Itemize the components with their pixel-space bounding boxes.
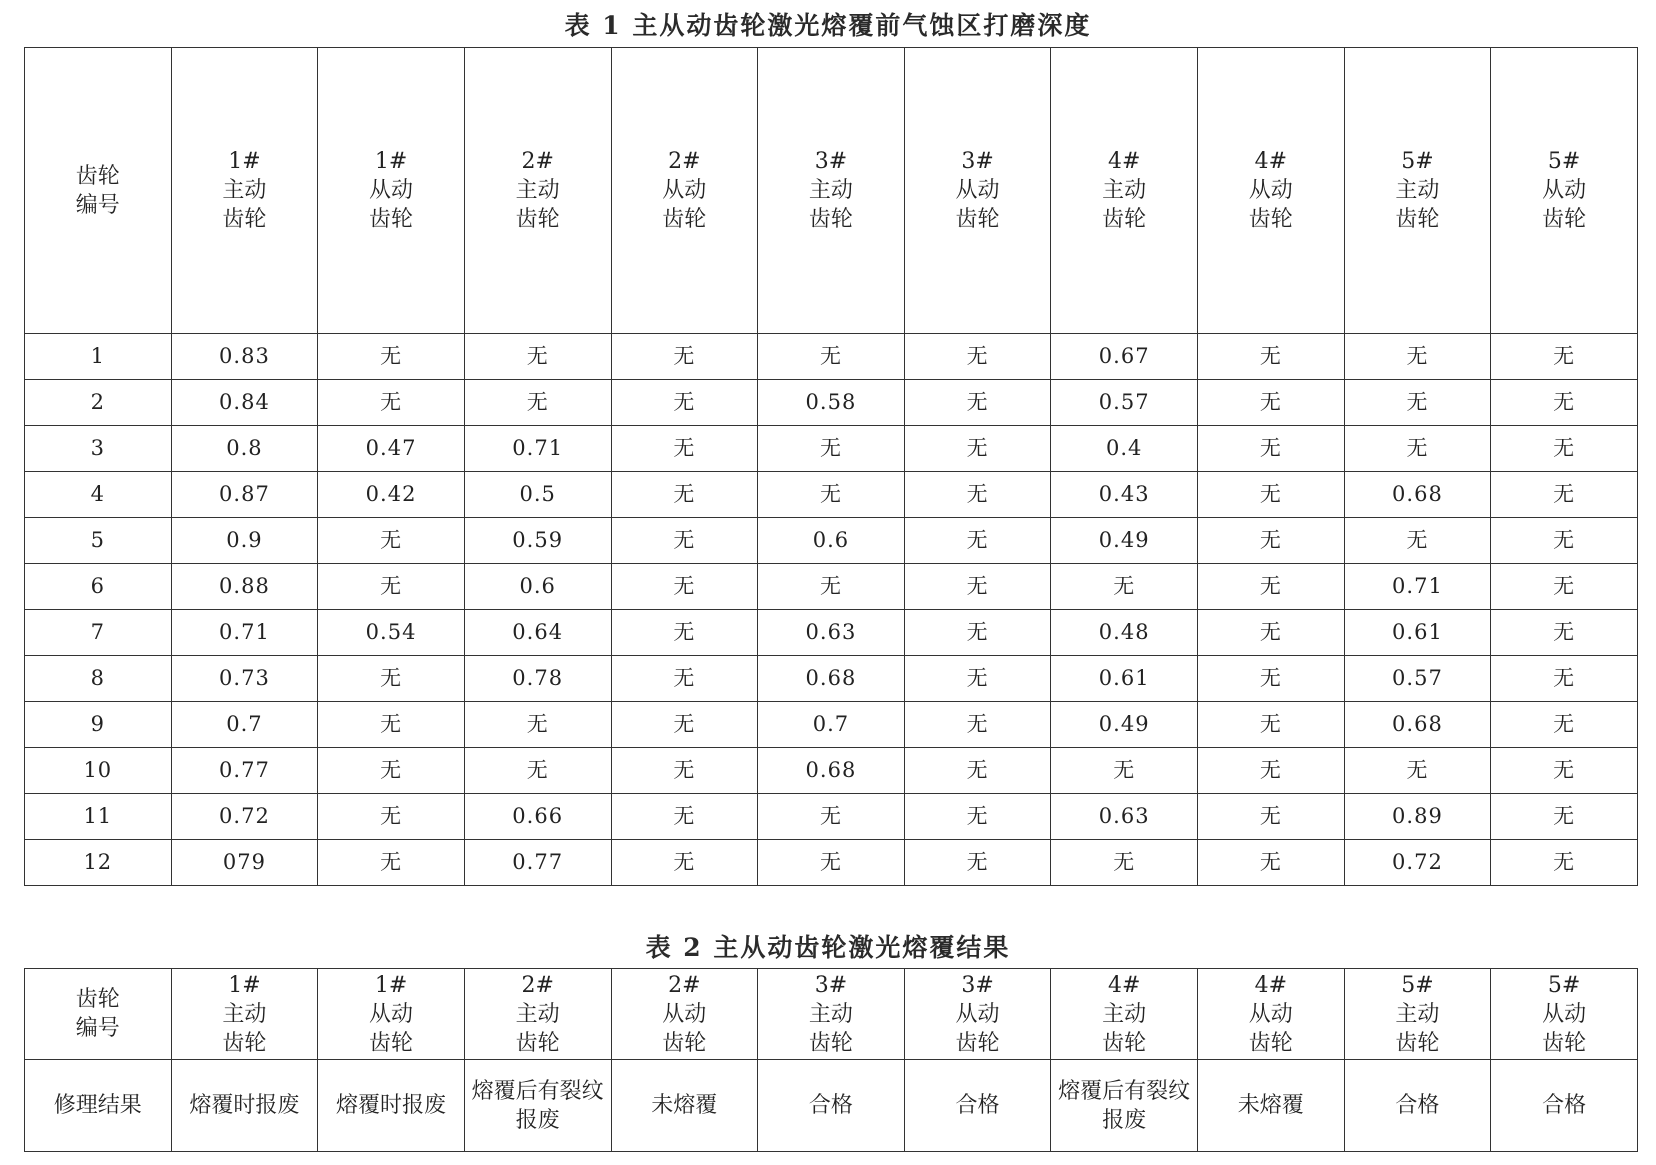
depth-cell: 无	[318, 748, 465, 794]
depth-cell: 0.89	[1344, 794, 1491, 840]
column-header	[1051, 969, 1198, 1060]
depth-cell: 无	[611, 472, 758, 518]
depth-cell: 无	[611, 426, 758, 472]
depth-cell: 无	[1491, 656, 1638, 702]
depth-cell: 0.67	[1051, 334, 1198, 380]
depth-cell: 无	[464, 334, 611, 380]
table2-caption: 表 2 主从动齿轮激光熔覆结果	[645, 933, 1011, 962]
depth-cell: 无	[904, 472, 1051, 518]
depth-cell: 0.54	[318, 610, 465, 656]
depth-cell: 0.5	[464, 472, 611, 518]
row-number-cell: 1	[25, 334, 172, 380]
column-header	[1491, 48, 1638, 334]
depth-cell: 无	[1198, 794, 1345, 840]
column-header-line: 5#	[1401, 149, 1434, 174]
table-row	[25, 472, 1638, 518]
column-header	[318, 969, 465, 1060]
depth-cell: 0.87	[171, 472, 318, 518]
depth-cell: 无	[611, 564, 758, 610]
depth-cell: 无	[1491, 564, 1638, 610]
column-header-line: 主动	[808, 178, 853, 203]
depth-cell: 0.43	[1051, 472, 1198, 518]
depth-cell: 0.59	[464, 518, 611, 564]
cladding-result-table	[24, 968, 1638, 1152]
table-row	[25, 426, 1638, 472]
result-cell-line: 熔覆时报废	[336, 1093, 447, 1118]
depth-cell: 无	[1491, 472, 1638, 518]
column-header	[904, 969, 1051, 1060]
column-header-line: 齿轮	[1395, 207, 1440, 232]
depth-cell: 无	[318, 656, 465, 702]
column-header	[1344, 48, 1491, 334]
depth-cell: 无	[758, 840, 905, 886]
result-cell	[171, 1060, 318, 1152]
depth-cell: 无	[611, 748, 758, 794]
column-header-line: 4#	[1107, 149, 1141, 174]
depth-cell: 0.68	[758, 656, 905, 702]
column-header-line: 2#	[521, 972, 554, 998]
column-header	[758, 48, 905, 334]
column-header-line: 主动	[808, 1001, 853, 1027]
result-cell-line: 报废	[1102, 1107, 1147, 1133]
depth-cell: 无	[611, 334, 758, 380]
row-number-cell: 11	[25, 794, 172, 840]
depth-cell: 无	[904, 610, 1051, 656]
result-label: 修理结果	[25, 1060, 172, 1152]
depth-cell: 无	[611, 794, 758, 840]
depth-cell: 无	[1198, 840, 1345, 886]
result-cell	[318, 1060, 465, 1152]
table-row	[25, 702, 1638, 748]
depth-cell: 无	[904, 840, 1051, 886]
column-header-line: 齿轮	[808, 1030, 853, 1056]
depth-cell: 无	[318, 702, 465, 748]
depth-cell: 无	[758, 564, 905, 610]
depth-cell: 无	[1344, 334, 1491, 380]
result-cell-line: 未熔覆	[1237, 1093, 1304, 1118]
table-row	[25, 840, 1638, 886]
depth-cell: 无	[1491, 748, 1638, 794]
column-header-line: 齿轮	[1248, 1030, 1293, 1056]
depth-cell: 0.42	[318, 472, 465, 518]
column-header-line: 齿轮	[662, 207, 707, 232]
column-header-line: 从动	[955, 178, 1000, 203]
result-cell	[904, 1060, 1051, 1152]
depth-cell: 无	[904, 794, 1051, 840]
row-number-cell: 9	[25, 702, 172, 748]
depth-cell: 无	[758, 472, 905, 518]
table-row	[25, 564, 1638, 610]
column-header	[318, 48, 465, 334]
depth-cell: 无	[1051, 840, 1198, 886]
depth-cell: 无	[611, 518, 758, 564]
depth-cell: 无	[318, 334, 465, 380]
corner-header	[25, 969, 172, 1060]
depth-cell: 0.72	[1344, 840, 1491, 886]
table-row	[25, 610, 1638, 656]
depth-cell: 无	[1198, 518, 1345, 564]
row-number-cell: 5	[25, 518, 172, 564]
depth-cell: 0.66	[464, 794, 611, 840]
column-header-line: 主动	[222, 178, 267, 203]
result-cell-line: 报废	[515, 1107, 560, 1133]
column-header-line: 齿轮	[1102, 207, 1147, 232]
depth-cell: 无	[1344, 748, 1491, 794]
row-number-cell: 10	[25, 748, 172, 794]
depth-cell: 无	[1491, 794, 1638, 840]
depth-cell: 无	[611, 656, 758, 702]
depth-cell: 无	[464, 748, 611, 794]
table-row	[25, 334, 1638, 380]
column-header-line: 1#	[374, 972, 408, 998]
depth-cell: 无	[758, 334, 905, 380]
result-cell	[1491, 1060, 1638, 1152]
table1-caption: 表 1 主从动齿轮激光熔覆前气蚀区打磨深度	[564, 11, 1092, 40]
depth-cell: 0.73	[171, 656, 318, 702]
row-number-cell: 12	[25, 840, 172, 886]
depth-cell: 无	[904, 748, 1051, 794]
depth-cell: 无	[1491, 702, 1638, 748]
depth-cell: 无	[1198, 380, 1345, 426]
column-header-line: 主动	[515, 178, 560, 203]
depth-cell: 0.49	[1051, 518, 1198, 564]
depth-cell: 无	[318, 380, 465, 426]
depth-cell: 0.4	[1051, 426, 1198, 472]
column-header-line: 3#	[961, 972, 994, 998]
result-cell	[611, 1060, 758, 1152]
result-row	[25, 1060, 1638, 1152]
column-header-line: 齿轮	[1395, 1030, 1440, 1056]
column-header-line: 从动	[662, 1001, 707, 1027]
column-header	[464, 969, 611, 1060]
result-cell-line: 未熔覆	[651, 1093, 718, 1118]
depth-cell: 0.6	[758, 518, 905, 564]
depth-cell: 无	[318, 840, 465, 886]
column-header	[611, 969, 758, 1060]
row-number-cell: 7	[25, 610, 172, 656]
column-header-line: 主动	[1395, 1001, 1440, 1027]
column-header-line: 齿轮	[515, 1030, 560, 1056]
column-header-line: 4#	[1254, 972, 1288, 998]
depth-cell: 0.77	[171, 748, 318, 794]
depth-cell: 无	[1491, 334, 1638, 380]
depth-cell: 无	[904, 702, 1051, 748]
table-header-row	[25, 969, 1638, 1060]
column-header-line: 齿轮	[369, 1030, 414, 1056]
depth-cell: 0.68	[758, 748, 905, 794]
column-header-line: 齿轮	[808, 207, 853, 232]
depth-cell: 0.63	[1051, 794, 1198, 840]
depth-cell: 无	[1198, 702, 1345, 748]
depth-cell: 0.6	[464, 564, 611, 610]
depth-cell: 无	[904, 380, 1051, 426]
depth-cell: 0.57	[1344, 656, 1491, 702]
depth-cell: 无	[318, 794, 465, 840]
column-header-line: 从动	[369, 178, 414, 203]
depth-cell: 0.48	[1051, 610, 1198, 656]
result-cell-line: 合格	[1395, 1093, 1440, 1118]
depth-cell: 0.58	[758, 380, 905, 426]
column-header-line: 3#	[814, 149, 848, 174]
result-cell-line: 熔覆后有裂纹	[471, 1078, 604, 1104]
depth-cell: 0.88	[171, 564, 318, 610]
column-header-line: 5#	[1401, 972, 1434, 998]
depth-cell: 无	[904, 426, 1051, 472]
column-header-line: 从动	[1542, 178, 1587, 203]
column-header-line: 2#	[521, 149, 554, 174]
depth-cell: 无	[464, 702, 611, 748]
column-header	[611, 48, 758, 334]
column-header-line: 齿轮	[515, 207, 560, 232]
column-header-line: 4#	[1254, 149, 1288, 174]
depth-cell: 无	[1198, 334, 1345, 380]
result-cell-line: 熔覆时报废	[189, 1093, 300, 1118]
depth-cell: 0.71	[171, 610, 318, 656]
column-header-line: 1#	[374, 149, 408, 174]
depth-cell: 无	[1051, 564, 1198, 610]
depth-cell: 0.49	[1051, 702, 1198, 748]
column-header	[1051, 48, 1198, 334]
result-cell-line: 熔覆后有裂纹	[1058, 1078, 1191, 1104]
depth-cell: 无	[1198, 656, 1345, 702]
corner-header-line: 编号	[75, 1016, 120, 1041]
depth-cell: 0.47	[318, 426, 465, 472]
column-header-line: 5#	[1547, 972, 1581, 998]
depth-cell: 0.83	[171, 334, 318, 380]
depth-cell: 0.71	[464, 426, 611, 472]
grinding-depth-table	[24, 47, 1638, 886]
column-header-line: 2#	[668, 149, 701, 174]
column-header-line: 1#	[228, 972, 261, 998]
depth-cell: 0.63	[758, 610, 905, 656]
depth-cell: 无	[904, 334, 1051, 380]
column-header-line: 齿轮	[1542, 1030, 1587, 1056]
depth-cell: 079	[171, 840, 318, 886]
column-header-line: 从动	[369, 1001, 414, 1027]
depth-cell: 0.84	[171, 380, 318, 426]
column-header-line: 主动	[1395, 178, 1440, 203]
depth-cell: 无	[1051, 748, 1198, 794]
result-cell	[1051, 1060, 1198, 1152]
depth-cell: 0.7	[171, 702, 318, 748]
corner-header-line: 齿轮	[75, 987, 120, 1012]
depth-cell: 无	[904, 518, 1051, 564]
table-row	[25, 748, 1638, 794]
depth-cell: 无	[318, 518, 465, 564]
column-header-line: 从动	[1542, 1001, 1587, 1027]
depth-cell: 0.68	[1344, 702, 1491, 748]
depth-cell: 无	[611, 840, 758, 886]
depth-cell: 0.61	[1344, 610, 1491, 656]
column-header	[758, 969, 905, 1060]
depth-cell: 无	[611, 380, 758, 426]
depth-cell: 无	[1344, 518, 1491, 564]
column-header-line: 主动	[1102, 178, 1147, 203]
result-cell	[464, 1060, 611, 1152]
depth-cell: 0.57	[1051, 380, 1198, 426]
column-header-line: 5#	[1547, 149, 1581, 174]
depth-cell: 无	[1198, 426, 1345, 472]
depth-cell: 0.7	[758, 702, 905, 748]
depth-cell: 无	[464, 380, 611, 426]
column-header-line: 1#	[228, 149, 261, 174]
column-header-line: 主动	[1102, 1001, 1147, 1027]
column-header-line: 齿轮	[369, 207, 414, 232]
column-header-line: 主动	[222, 1001, 267, 1027]
result-cell-line: 合格	[955, 1093, 1000, 1118]
depth-cell: 无	[1198, 748, 1345, 794]
result-cell	[758, 1060, 905, 1152]
column-header	[171, 48, 318, 334]
row-number-cell: 4	[25, 472, 172, 518]
table-row	[25, 794, 1638, 840]
depth-cell: 0.78	[464, 656, 611, 702]
row-number-cell: 3	[25, 426, 172, 472]
depth-cell: 无	[1491, 610, 1638, 656]
depth-cell: 0.71	[1344, 564, 1491, 610]
depth-cell: 无	[1491, 426, 1638, 472]
column-header-line: 齿轮	[1102, 1030, 1147, 1056]
column-header	[1491, 969, 1638, 1060]
result-cell-line: 合格	[808, 1093, 853, 1118]
depth-cell: 无	[1198, 610, 1345, 656]
column-header	[464, 48, 611, 334]
column-header-line: 从动	[1248, 1001, 1293, 1027]
column-header-line: 齿轮	[662, 1030, 707, 1056]
column-header-line: 3#	[961, 149, 994, 174]
depth-cell: 0.72	[171, 794, 318, 840]
corner-header	[25, 48, 172, 334]
row-number-cell: 6	[25, 564, 172, 610]
depth-cell: 0.61	[1051, 656, 1198, 702]
column-header	[1198, 969, 1345, 1060]
corner-header-line: 齿轮	[75, 163, 120, 189]
result-cell	[1198, 1060, 1345, 1152]
column-header-line: 齿轮	[1542, 207, 1587, 232]
depth-cell: 无	[1491, 518, 1638, 564]
table-row	[25, 380, 1638, 426]
depth-cell: 无	[758, 426, 905, 472]
depth-cell: 无	[904, 656, 1051, 702]
corner-header-line: 编号	[75, 192, 120, 218]
depth-cell: 0.64	[464, 610, 611, 656]
column-header-line: 齿轮	[1248, 207, 1293, 232]
row-number-cell: 8	[25, 656, 172, 702]
column-header	[171, 969, 318, 1060]
depth-cell: 无	[318, 564, 465, 610]
result-cell	[1344, 1060, 1491, 1152]
table-row	[25, 656, 1638, 702]
depth-cell: 无	[1198, 472, 1345, 518]
result-cell-line: 合格	[1542, 1093, 1587, 1118]
depth-cell: 无	[1344, 426, 1491, 472]
column-header-line: 齿轮	[955, 1030, 1000, 1056]
table-header-row	[25, 48, 1638, 334]
depth-cell: 无	[611, 610, 758, 656]
column-header-line: 3#	[814, 972, 848, 998]
depth-cell: 无	[1491, 380, 1638, 426]
depth-cell: 无	[758, 794, 905, 840]
column-header	[1198, 48, 1345, 334]
column-header	[1344, 969, 1491, 1060]
column-header-line: 从动	[1248, 178, 1293, 203]
depth-cell: 无	[1198, 564, 1345, 610]
depth-cell: 0.68	[1344, 472, 1491, 518]
column-header-line: 从动	[955, 1001, 1000, 1027]
depth-cell: 无	[904, 564, 1051, 610]
table-row	[25, 518, 1638, 564]
depth-cell: 0.77	[464, 840, 611, 886]
row-number-cell: 2	[25, 380, 172, 426]
column-header-line: 齿轮	[955, 207, 1000, 232]
column-header-line: 2#	[668, 972, 701, 998]
depth-cell: 0.9	[171, 518, 318, 564]
column-header-line: 齿轮	[222, 207, 267, 232]
column-header-line: 从动	[662, 178, 707, 203]
depth-cell: 无	[1344, 380, 1491, 426]
column-header	[904, 48, 1051, 334]
depth-cell: 0.8	[171, 426, 318, 472]
column-header-line: 齿轮	[222, 1030, 267, 1056]
column-header-line: 4#	[1107, 972, 1141, 998]
depth-cell: 无	[611, 702, 758, 748]
depth-cell: 无	[1491, 840, 1638, 886]
column-header-line: 主动	[515, 1001, 560, 1027]
